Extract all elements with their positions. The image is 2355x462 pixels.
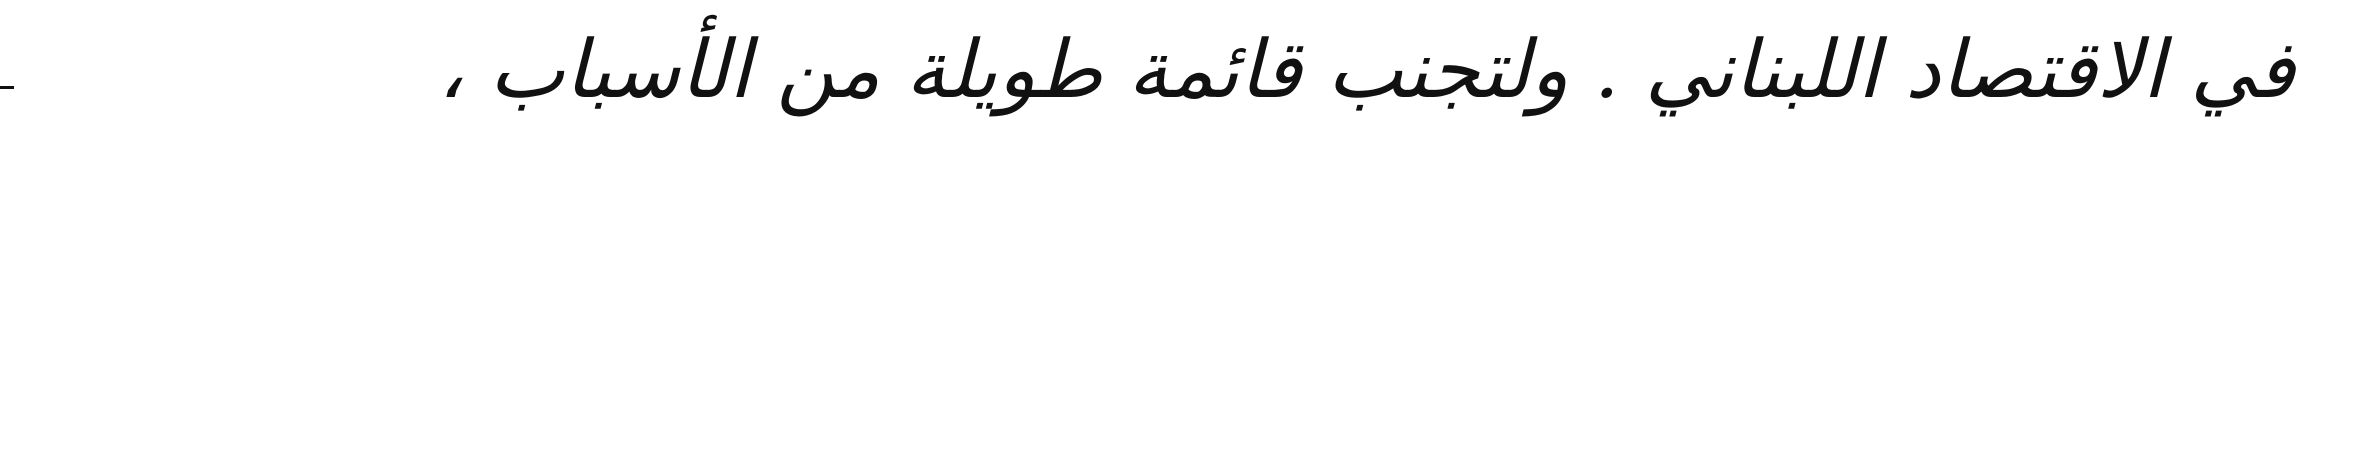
margin-dash-mark	[0, 86, 14, 89]
handwritten-text-line: في الاقتصاد اللبناني . ولتجنب قائمة طويلة من الأسباب ،	[437, 23, 2295, 116]
